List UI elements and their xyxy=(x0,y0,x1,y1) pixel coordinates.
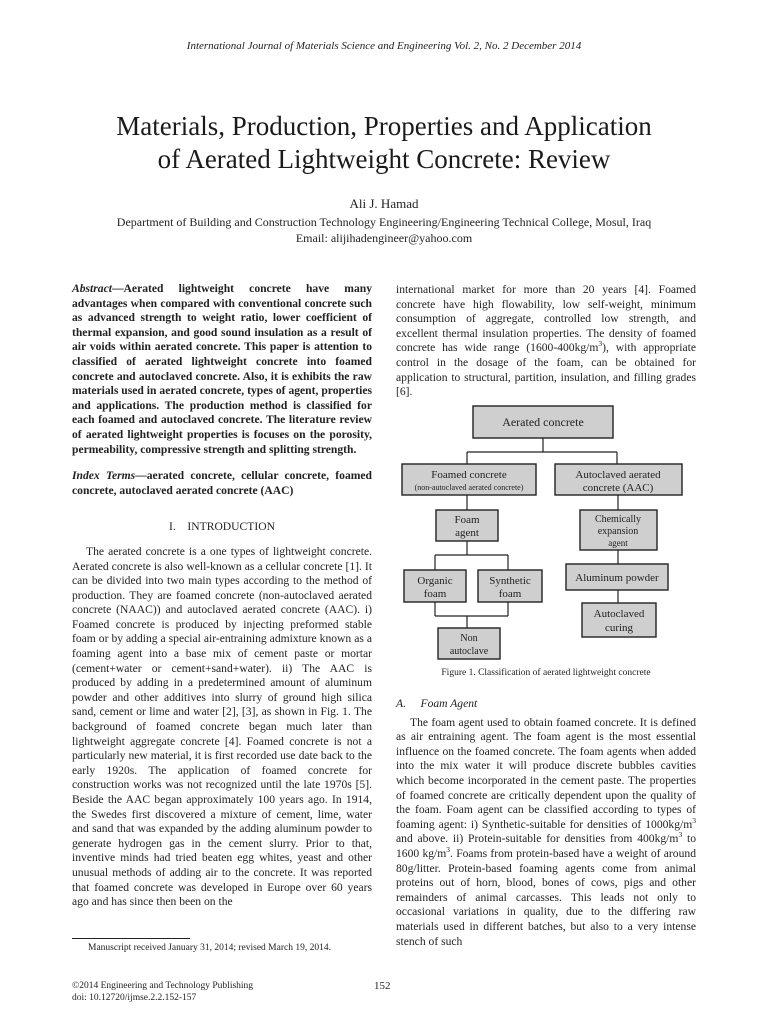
foam-agent-heading xyxy=(396,697,696,712)
index-terms: Index Terms—aerated concrete, cellular concrete, foamed concrete, autoclaved aerated concrete (AAC) xyxy=(72,469,372,497)
figure-1-diagram xyxy=(398,402,698,662)
continuation-text-b: ), with appropriate control in the dosage of the foam, can be obtained for application to structural, partition, insulation, and filling grades [6]. xyxy=(396,341,696,399)
label-synthetic-line2: foam xyxy=(498,588,522,600)
label-autoclaved-line2: concrete (AAC) xyxy=(582,482,654,494)
foam-agent-sup-2: 3 xyxy=(678,830,683,840)
footnote-rule xyxy=(72,938,190,939)
copyright-line: ©2014 Engineering and Technology Publishing xyxy=(72,981,254,991)
doi-line: doi: 10.12720/ijmse.2.2.152-157 xyxy=(72,993,197,1003)
foam-agent-sup-1: 3 xyxy=(692,815,696,825)
label-autoclaved-curing-line2: curing xyxy=(604,622,634,634)
paper-title xyxy=(40,110,728,176)
label-foam-agent-line2: agent xyxy=(455,527,479,539)
label-non-autoclave-line2: autoclave xyxy=(449,646,489,657)
label-autoclaved-curing-line1: Autoclaved xyxy=(593,608,645,620)
author-affiliation xyxy=(0,214,768,246)
affiliation-text: Department of Building and Construction Technology Engineering/Engineering Technical College, Mosul, Iraq xyxy=(116,215,652,229)
journal-header: International Journal of Materials Science and Engineering Vol. 2, No. 2 December 2014 xyxy=(186,40,582,52)
foam-agent-number: A. xyxy=(396,697,406,710)
label-chem-line1: Chemically xyxy=(594,514,642,525)
index-terms-text: aerated concrete, cellular concrete, foamed concrete, autoclaved aerated concrete (AAC) xyxy=(72,469,372,497)
label-chem-line2: expansion xyxy=(597,526,639,537)
abstract-label: Abstract xyxy=(72,282,112,295)
abstract: Abstract—Aerated lightweight concrete have many advantages when compared with conventional concrete such as advanced strength to weight ratio, lower coefficient of thermal expansion, and good sound insulation as a result of air voids within aerated concrete. This paper is attention to classified of aerated lightweight concrete into foamed concrete and autoclaved concrete. Also, it is exhibits the raw materials used in aerated concrete, types of agent, properties and applications. The production method is classified for each foamed and autoclaved concrete. The literature review of aerated lightweight properties is focuses on the porosity, permeability, compressive strength and splitting strength. xyxy=(72,282,372,456)
figure-caption: Figure 1. Classification of aerated lightweight concrete xyxy=(441,668,651,678)
continuation-sup: 3 xyxy=(598,339,603,349)
page-number: 152 xyxy=(374,980,391,992)
foam-agent-text-2: and above. ii) Protein-suitable for densities from 400kg/m xyxy=(396,832,679,846)
right-continuation xyxy=(396,283,696,400)
page-footer xyxy=(72,980,253,1004)
label-foam-agent-line1: Foam xyxy=(454,514,480,526)
abstract-text: Aerated lightweight concrete have many advantages when compared with conventional concrete such as advanced strength to weight ratio, lower coefficient of thermal expansion, and good sound insulation as a result of air voids within aerated concrete. This paper is attention to classified of aerated lightweight concrete into foamed concrete and autoclaved concrete. Also, it is exhibits the raw materials used in aerated concrete, types of agent, properties and applications. The production method is classified for each foamed and autoclaved concrete. The literature review of aerated lightweight properties is focuses on the porosity, permeability, compressive strength and splitting strength. xyxy=(72,282,372,456)
label-foamed-line1: Foamed concrete xyxy=(431,469,507,481)
right-column xyxy=(396,283,696,400)
label-synthetic-line1: Synthetic xyxy=(489,575,531,587)
author-email: Email: alijihadengineer@yahoo.com xyxy=(295,231,473,245)
title-line-1: Materials, Production, Properties and Application xyxy=(116,111,652,141)
left-column xyxy=(72,282,372,910)
intro-heading xyxy=(72,520,372,535)
foam-agent-text-3: to 1600 kg/m xyxy=(396,832,696,860)
author-name: Ali J. Hamad xyxy=(349,196,419,211)
label-foamed-line2: (non-autoclaved aerated concrete) xyxy=(414,483,524,492)
classification-diagram xyxy=(398,402,698,662)
title-line-2: of Aerated Lightweight Concrete: Review xyxy=(157,144,611,174)
intro-paragraph: The aerated concrete is a one types of lightweight concrete. Aerated concrete is also well-known as a cellular concrete [1]. It can be divided into two main types according to the method of production. They are foamed concrete (non-autoclaved aerated concrete (NAAC)) and autoclaved aerated concrete (AAC). i) Foamed concrete is produced by injecting preformed stable foam or by adding a special air-entraining admixture known as a foaming agent into a base mix of cement paste or mortar (cement+water or cement+sand+water). ii) The AAC is produced by adding in a predetermined amount of aluminum powder and other additives into slurry of ground high silica sand, cement or lime and water [2], [3], as shown in Fig. 1. The background of foamed concrete began much later than lightweight aggregate concrete [4]. Foamed concrete is not a particularly new material, it is first recorded use date back to the early 1920s. The application of foamed concrete for construction works was not recognized until the late 1970s [5]. Beside the AAC began approximately 100 years ago. In 1914, the Swedes first discovered a mixture of cement, lime, water and sand that was expanded by the adding aluminum powder to generate hydrogen gas in the cement slurry. Prior to that, inventive minds had tried beaten egg whites, yeast and other unusual methods of adding air to the concrete. It was reported that foamed concrete was developed in Europe over 60 years ago and has since then been on the xyxy=(72,544,372,909)
label-aerated-concrete: Aerated concrete xyxy=(502,415,584,429)
foam-agent-section xyxy=(396,697,696,949)
label-organic-line2: foam xyxy=(423,588,447,600)
foam-agent-paragraph xyxy=(396,716,696,950)
foam-agent-text-1: The foam agent used to obtain foamed concrete. It is defined as air entraining agent. The foam agent is the most essential influence on the foamed concrete. The foam agents when added into the mix water it will produce discrete bubbles cavities which become incorporated in the cement paste. The properties of foamed concrete are critically dependent upon the quality of the foam. Foam agent can be classified according to types of foaming agent: i) Synthetic-suitable for densities of 1000kg/m xyxy=(396,715,696,831)
foam-agent-title: Foam Agent xyxy=(420,697,478,710)
foam-agent-text-4: . Foams from protein-based have a weight of around 80g/litter. Protein-based foaming agents come from animal proteins out of horn, blood, bones of cows, pigs and other remainders of animal carcasses. This leads not only to occasional variations in quality, due to the differing raw materials used in different batches, but also to a very intense stench of such xyxy=(396,846,696,948)
manuscript-footnote: Manuscript received January 31, 2014; revised March 19, 2014. xyxy=(88,943,331,953)
label-non-autoclave-line1: Non xyxy=(460,633,478,644)
label-organic-line1: Organic xyxy=(417,575,453,587)
label-autoclaved-line1: Autoclaved aerated xyxy=(575,469,661,481)
label-chem-line3: agent xyxy=(608,538,628,548)
intro-heading-first: I xyxy=(187,520,192,534)
label-aluminum: Aluminum powder xyxy=(575,572,659,584)
index-terms-label: Index Terms xyxy=(72,469,136,483)
intro-number: I. xyxy=(169,520,176,534)
intro-heading-rest: NTRODUCTION xyxy=(191,520,275,534)
foam-agent-sup-3: 3 xyxy=(446,845,451,855)
continuation-text-a: international market for more than 20 years [4]. Foamed concrete have high flowability, low self-weight, minimum consumption of aggregate, controlled low strength, and excellent thermal insulation properties. The density of foamed concrete has wide range (1600-400kg/m xyxy=(396,283,696,355)
